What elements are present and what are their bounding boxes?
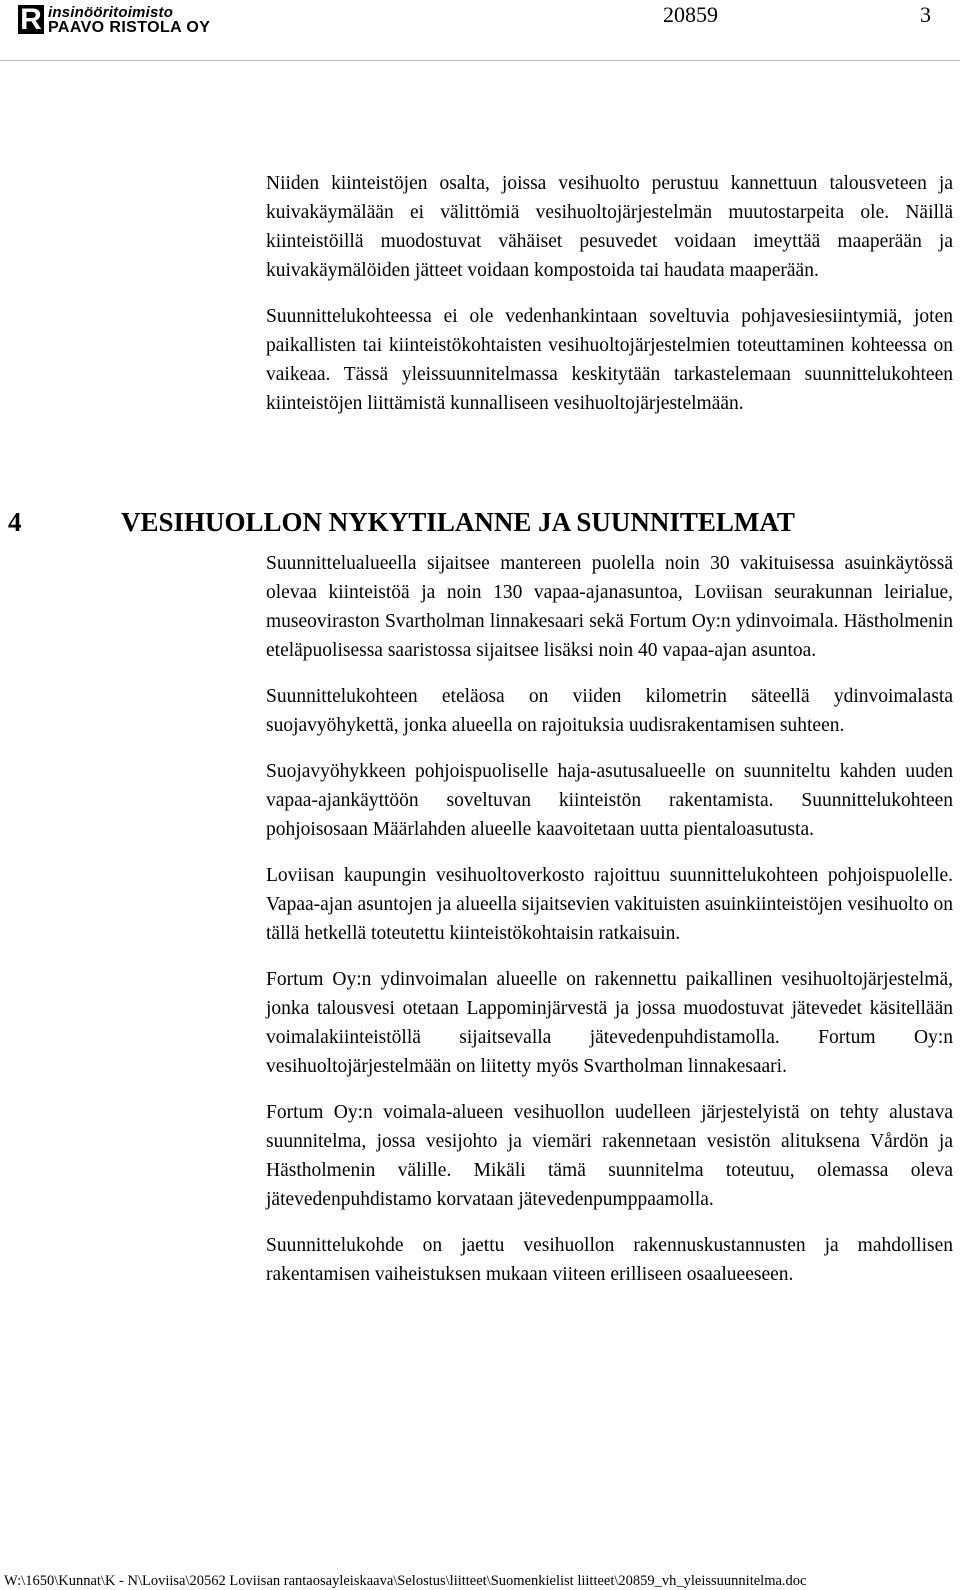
section-title: VESIHUOLLON NYKYTILANNE JA SUUNNITELMAT (121, 507, 795, 537)
paragraph: Fortum Oy:n voimala-alueen vesihuollon uudelleen järjestelyistä on tehty alustava suunnitelma, jossa vesijohto ja viemäri rakennetaan vesistön alituksena Vårdön ja Hästholmenin välille. Mikäli tämä suunnitelma toteutuu, olemassa oleva jätevedenpuhdistamo korvataan jätevedenpumppaamolla. (266, 1102, 953, 1210)
paragraph: Niiden kiinteistöjen osalta, joissa vesihuolto perustuu kannettuun talousveteen ja kuivakäymälään ei välittömiä vesihuoltojärjestelmän muutostarpeita ole. Näillä kiinteistöillä muodostuvat vähäiset pesuvedet voidaan imeyttää maaperään ja kuivakäymälöiden jätteet voidaan kompostoida tai haudata maaperään. (266, 173, 953, 281)
logo-mark: R (18, 5, 44, 34)
page-header (0, 0, 960, 62)
paragraph: Suunnittelukohteen eteläosa on viiden kilometrin säteellä ydinvoimalasta suojavyöhykettä, jonka alueella on rajoituksia uudisrakentamisen suhteen. (266, 686, 953, 736)
paragraph: Suunnittelualueella sijaitsee mantereen puolella noin 30 vakituisessa asuinkäytössä olevaa kiinteistöä ja noin 130 vapaa-ajanasuntoa, Loviisan seurakunnan leirialue, museoviraston Svartholman linnakesaari sekä Fortum Oy:n ydinvoimala. Hästholmenin eteläpuolisessa saaristossa sijaitsee lisäksi noin 40 vapaa-ajan asuntoa. (266, 553, 953, 661)
section-number: 4 (8, 507, 22, 537)
intro-text (266, 169, 953, 435)
header-divider (0, 60, 960, 61)
paragraph: Loviisan kaupungin vesihuoltoverkosto rajoittuu suunnittelukohteen pohjoispuolelle. Vapaa-ajan asuntojen ja alueella sijaitsevien vakituisten asuinkiinteistöjen vesihuolto on tällä hetkellä toteutettu kiinteistökohtaisin ratkaisuin. (266, 865, 953, 944)
document-number: 20859 (663, 2, 718, 27)
paragraph: Fortum Oy:n ydinvoimalan alueelle on rakennettu paikallinen vesihuoltojärjestelmä, jonka talousvesi otetaan Lappominjärvestä ja jossa muodostuvat jätevedet käsitellään voimalakiinteistöllä sijaitsevalla jätevedenpuhdistamolla. Fortum Oy:n vesihuoltojärjestelmään on liitetty myös Svartholman linnakesaari. (266, 969, 953, 1077)
section-heading (0, 505, 960, 539)
paragraph: Suunnittelukohde on jaettu vesihuollon rakennuskustannusten ja mahdollisen rakentamisen vaiheistuksen mukaan viiteen erilliseen osaalueeseen. (266, 1235, 953, 1285)
page-number: 3 (920, 2, 931, 27)
paragraph: Suunnittelukohteessa ei ole vedenhankintaan soveltuvia pohjavesiesiintymiä, joten paikallisten tai kiinteistökohtaisten vesihuoltojärjestelmien toteuttaminen kohteessa on vaikeaa. Tässä yleissuunnitelmassa keskitytään tarkastelemaan suunnittelukohteen kiinteistöjen liittämistä kunnalliseen vesihuoltojärjestelmään. (266, 306, 953, 414)
paragraph: Suojavyöhykkeen pohjoispuoliselle haja-asutusalueelle on suunniteltu kahden uuden vapaa-ajankäyttöön soveltuvan kiinteistön rakentamista. Suunnittelukohteen pohjoisosaan Määrlahden alueelle kaavoitetaan uutta pientaloasutusta. (266, 761, 953, 840)
logo-line-1: insinööritoimisto (48, 4, 174, 21)
footer-file-path: W:\1650\Kunnat\K - N\Loviisa\20562 Loviisan rantaosayleiskaava\Selostus\liitteet\Suomenkielist liitteet\20859_vh_yleissuunnitelma.doc (4, 1573, 807, 1589)
company-logo (18, 5, 276, 35)
section-body (266, 549, 953, 1306)
logo-line-2: PAAVO RISTOLA OY (48, 19, 211, 36)
